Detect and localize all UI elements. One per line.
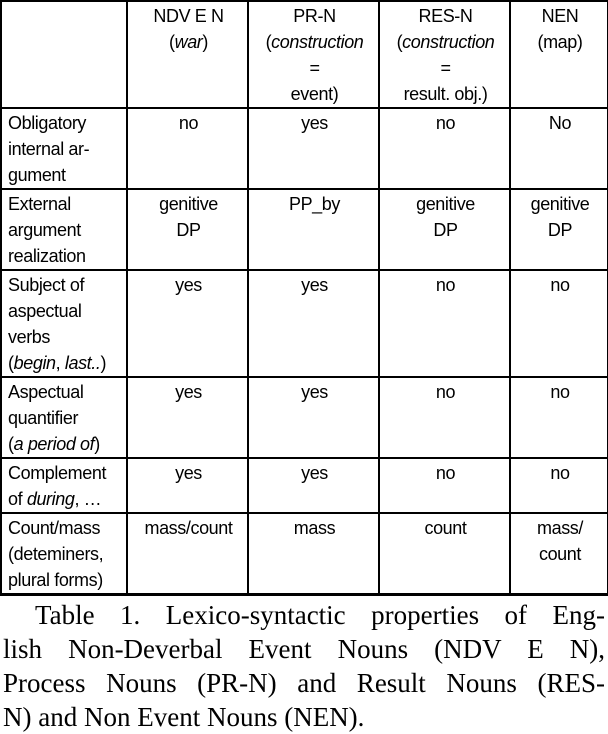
- cell-value: no: [127, 108, 248, 189]
- cell-value: mass/count: [127, 513, 248, 595]
- row-label: Aspectual quantifier (a period of): [1, 377, 127, 458]
- cell-value: no: [379, 377, 510, 458]
- header-example: (map): [537, 32, 583, 52]
- cell-value: genitive DP: [127, 189, 248, 270]
- header-equals: =: [440, 58, 451, 78]
- row-label: Subject of aspectual verbs (begin, last..): [1, 270, 127, 377]
- cell-value: no: [379, 458, 510, 513]
- header-empty-cell: [1, 1, 127, 108]
- header-gloss: result. obj.): [403, 84, 488, 104]
- header-example: (construction: [396, 32, 495, 52]
- cell-value: no: [379, 108, 510, 189]
- cell-value: no: [510, 270, 608, 377]
- header-nen: [510, 1, 608, 108]
- cell-value: yes: [127, 458, 248, 513]
- header-label: NDV E N: [153, 6, 224, 26]
- cell-value: yes: [127, 270, 248, 377]
- table-row: [1, 108, 608, 189]
- cell-value: yes: [248, 270, 379, 377]
- table-row: [1, 513, 608, 595]
- row-label: Complement of during, …: [1, 458, 127, 513]
- header-label: PR-N: [293, 6, 336, 26]
- table-row: [1, 189, 608, 270]
- cell-value: genitive DP: [510, 189, 608, 270]
- cell-value: no: [510, 458, 608, 513]
- caption-line: Process Nouns (PR-N) and Result Nouns (RES-: [3, 668, 605, 698]
- header-example: (construction: [265, 32, 364, 52]
- header-gloss: event): [290, 84, 339, 104]
- table-header-row: [1, 1, 608, 108]
- header-pr-n: [248, 1, 379, 108]
- header-label: RES-N: [418, 6, 473, 26]
- table-row: [1, 270, 608, 377]
- row-label: Count/mass (deteminers, plural forms): [1, 513, 127, 595]
- table-caption: [0, 598, 608, 734]
- cell-value: yes: [248, 108, 379, 189]
- cell-value: no: [379, 270, 510, 377]
- cell-value: yes: [127, 377, 248, 458]
- caption-line: N) and Non Event Nouns (NEN).: [3, 702, 365, 732]
- cell-value: No: [510, 108, 608, 189]
- cell-value: mass/ count: [510, 513, 608, 595]
- row-label: Obligatory internal ar- gument: [1, 108, 127, 189]
- header-res-n: [379, 1, 510, 108]
- cell-value: count: [379, 513, 510, 595]
- cell-value: yes: [248, 458, 379, 513]
- cell-value: yes: [248, 377, 379, 458]
- cell-value: PP_by: [248, 189, 379, 270]
- header-ndv-e-n: [127, 1, 248, 108]
- header-equals: =: [309, 58, 320, 78]
- header-label: NEN: [541, 6, 579, 26]
- cell-value: mass: [248, 513, 379, 595]
- cell-value: genitive DP: [379, 189, 510, 270]
- caption-line: lish Non-Deverbal Event Nouns (NDV E N),: [3, 634, 605, 664]
- table-row: [1, 458, 608, 513]
- cell-value: no: [510, 377, 608, 458]
- caption-line: Table 1. Lexico-syntactic properties of Eng-: [35, 600, 605, 630]
- header-example: (war): [168, 32, 209, 52]
- table-row: [1, 377, 608, 458]
- row-label: External argument realization: [1, 189, 127, 270]
